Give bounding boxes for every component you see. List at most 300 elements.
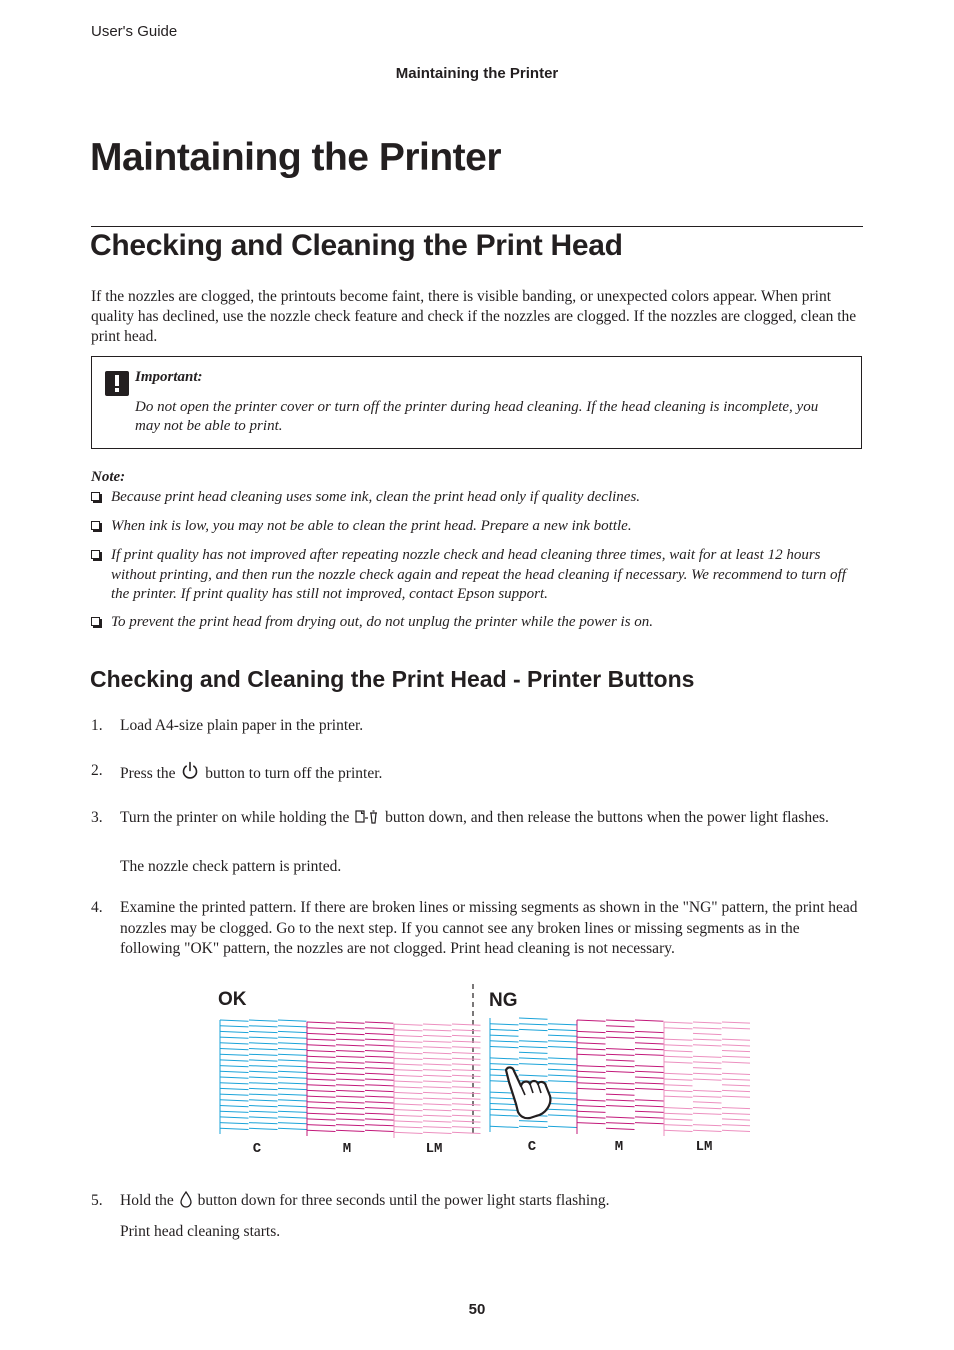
ng-nozzle-line — [722, 1028, 750, 1029]
ng-nozzle-line — [664, 1108, 693, 1109]
ok-nozzle-line — [249, 1043, 278, 1044]
ng-nozzle-line — [722, 1119, 750, 1120]
ok-nozzle-line — [220, 1128, 249, 1129]
ng-nozzle-line — [490, 1035, 519, 1036]
checkbox-bullet-icon — [91, 617, 100, 626]
ng-nozzle-line — [548, 1126, 577, 1127]
ok-nozzle-line — [394, 1104, 423, 1105]
ok-nozzle-line — [336, 1125, 365, 1126]
ok-nozzle-line — [365, 1033, 394, 1034]
ng-nozzle-line — [693, 1045, 722, 1046]
ng-nozzle-line — [722, 1130, 750, 1131]
ng-nozzle-line — [722, 1039, 750, 1040]
ng-nozzle-line — [722, 1045, 750, 1046]
ng-nozzle-line — [577, 1049, 606, 1050]
ok-nozzle-line — [423, 1081, 452, 1082]
ok-column-label-lm: LM — [425, 1141, 443, 1157]
ok-nozzle-line — [423, 1098, 452, 1099]
ok-nozzle-line — [278, 1083, 307, 1084]
ok-nozzle-line — [365, 1045, 394, 1046]
ng-nozzle-line — [606, 1071, 635, 1072]
ng-nozzle-line — [577, 1083, 606, 1084]
ng-nozzle-line — [664, 1051, 693, 1052]
ng-nozzle-line — [693, 1090, 722, 1091]
ng-nozzle-line — [693, 1102, 722, 1103]
ok-nozzle-line — [249, 1060, 278, 1061]
ng-nozzle-line — [693, 1022, 722, 1023]
ok-nozzle-line — [365, 1022, 394, 1023]
ng-nozzle-line — [548, 1024, 577, 1025]
ok-nozzle-line — [336, 1096, 365, 1097]
ok-nozzle-line — [220, 1043, 249, 1044]
ok-nozzle-line — [307, 1102, 336, 1103]
ng-nozzle-line — [577, 1043, 606, 1044]
ok-nozzle-line — [423, 1047, 452, 1048]
ng-nozzle-line — [693, 1073, 722, 1074]
step-3-result: The nozzle check pattern is printed. — [120, 858, 342, 875]
ok-nozzle-line — [336, 1033, 365, 1034]
section-divider — [91, 226, 863, 227]
ok-nozzle-line — [394, 1127, 423, 1128]
ok-nozzle-line — [452, 1110, 481, 1111]
ng-nozzle-line — [606, 1128, 635, 1129]
ink-drop-icon — [180, 1191, 192, 1208]
ok-nozzle-line — [394, 1121, 423, 1122]
ng-nozzle-line — [490, 1109, 519, 1110]
ok-nozzle-line — [307, 1022, 336, 1023]
ng-nozzle-line — [606, 1037, 635, 1038]
ok-nozzle-line — [423, 1053, 452, 1054]
ok-column-label-m: M — [342, 1141, 352, 1157]
ng-nozzle-line — [548, 1058, 577, 1059]
ok-nozzle-line — [365, 1096, 394, 1097]
ok-nozzle-line — [365, 1056, 394, 1057]
ng-nozzle-line — [606, 1088, 635, 1089]
ok-nozzle-line — [452, 1035, 481, 1036]
ok-nozzle-line — [278, 1123, 307, 1124]
ng-nozzle-line — [635, 1117, 664, 1118]
checkbox-bullet-icon — [91, 550, 100, 559]
ok-nozzle-line — [365, 1108, 394, 1109]
ng-nozzle-line — [722, 1113, 750, 1114]
ok-nozzle-line — [365, 1079, 394, 1080]
note-item: To prevent the print head from drying out, do not unplug the printer while the power is on. — [91, 613, 863, 633]
ng-nozzle-line — [606, 1049, 635, 1050]
ng-nozzle-line — [635, 1083, 664, 1084]
ok-nozzle-line — [423, 1070, 452, 1071]
ng-nozzle-line — [693, 1039, 722, 1040]
ok-nozzle-line — [365, 1090, 394, 1091]
ng-nozzle-line — [693, 1033, 722, 1034]
ok-nozzle-line — [423, 1115, 452, 1116]
ok-nozzle-line — [220, 1117, 249, 1118]
ok-nozzle-line — [307, 1119, 336, 1120]
ok-nozzle-line — [452, 1047, 481, 1048]
ok-pattern — [220, 1020, 481, 1138]
ng-nozzle-line — [606, 1083, 635, 1084]
ng-nozzle-line — [577, 1077, 606, 1078]
ok-nozzle-line — [365, 1119, 394, 1120]
checkbox-bullet-icon — [91, 521, 100, 530]
ok-nozzle-line — [278, 1111, 307, 1112]
ng-nozzle-line — [635, 1054, 664, 1055]
ng-nozzle-line — [548, 1047, 577, 1048]
ok-nozzle-line — [249, 1117, 278, 1118]
ok-nozzle-line — [307, 1068, 336, 1069]
ok-nozzle-line — [307, 1045, 336, 1046]
ok-nozzle-line — [452, 1024, 481, 1025]
ok-nozzle-line — [307, 1090, 336, 1091]
nozzle-check-figure — [210, 980, 750, 1160]
ok-nozzle-line — [307, 1096, 336, 1097]
ok-nozzle-line — [394, 1058, 423, 1059]
ng-nozzle-line — [490, 1104, 519, 1105]
ok-nozzle-line — [336, 1073, 365, 1074]
ng-nozzle-line — [548, 1041, 577, 1042]
ng-nozzle-line — [693, 1028, 722, 1029]
ok-nozzle-line — [220, 1094, 249, 1095]
ng-nozzle-line — [635, 1020, 664, 1021]
ok-nozzle-line — [423, 1075, 452, 1076]
ng-column-label-lm: LM — [695, 1139, 713, 1155]
ok-nozzle-line — [307, 1085, 336, 1086]
ok-nozzle-line — [307, 1130, 336, 1131]
ok-nozzle-line — [220, 1020, 249, 1021]
ok-nozzle-line — [394, 1132, 423, 1133]
ng-nozzle-line — [577, 1071, 606, 1072]
ok-nozzle-line — [249, 1123, 278, 1124]
ok-nozzle-line — [220, 1066, 249, 1067]
ng-nozzle-line — [635, 1071, 664, 1072]
ng-nozzle-line — [722, 1090, 750, 1091]
ng-nozzle-line — [693, 1125, 722, 1126]
important-text: Do not open the printer cover or turn off the printer during head cleaning. If the head cleaning is incomplete, you may not be able to print. — [135, 399, 819, 434]
ng-nozzle-line — [519, 1029, 548, 1030]
ng-nozzle-line — [548, 1075, 577, 1076]
ng-nozzle-line — [635, 1037, 664, 1038]
ng-nozzle-line — [548, 1064, 577, 1065]
step-5-result: Print head cleaning starts. — [120, 1223, 281, 1240]
ok-nozzle-line — [423, 1110, 452, 1111]
ng-column-label-m: M — [614, 1139, 624, 1155]
ng-nozzle-line — [664, 1079, 693, 1080]
ng-label: NG — [489, 990, 518, 1011]
ok-nozzle-line — [220, 1106, 249, 1107]
ok-nozzle-line — [307, 1039, 336, 1040]
ng-nozzle-line — [693, 1068, 722, 1069]
ng-nozzle-line — [722, 1096, 750, 1097]
ng-nozzle-line — [490, 1058, 519, 1059]
ng-nozzle-line — [519, 1018, 548, 1019]
chapter-title: Maintaining the Printer — [90, 136, 502, 179]
ok-nozzle-line — [336, 1045, 365, 1046]
ng-nozzle-line — [722, 1022, 750, 1023]
ok-nozzle-line — [336, 1113, 365, 1114]
guide-title: User's Guide — [91, 23, 178, 40]
ng-nozzle-line — [490, 1064, 519, 1065]
ng-nozzle-line — [722, 1056, 750, 1057]
ng-nozzle-line — [693, 1108, 722, 1109]
ok-nozzle-line — [394, 1047, 423, 1048]
ok-nozzle-line — [249, 1026, 278, 1027]
ng-nozzle-line — [606, 1100, 635, 1101]
ng-nozzle-line — [693, 1056, 722, 1057]
ng-nozzle-line — [635, 1049, 664, 1050]
ok-nozzle-line — [365, 1039, 394, 1040]
ok-nozzle-line — [307, 1062, 336, 1063]
ng-nozzle-line — [722, 1108, 750, 1109]
ok-nozzle-line — [423, 1087, 452, 1088]
ok-nozzle-line — [278, 1037, 307, 1038]
important-title: Important: — [135, 369, 203, 385]
ng-nozzle-line — [635, 1123, 664, 1124]
ok-nozzle-line — [394, 1064, 423, 1065]
ok-nozzle-line — [249, 1037, 278, 1038]
ng-nozzle-line — [577, 1123, 606, 1124]
ng-nozzle-line — [606, 1060, 635, 1061]
ng-nozzle-line — [664, 1119, 693, 1120]
ng-column-label-c: C — [527, 1139, 537, 1155]
ok-nozzle-line — [249, 1100, 278, 1101]
ng-nozzle-line — [490, 1047, 519, 1048]
ok-nozzle-line — [278, 1026, 307, 1027]
step-5: 5. Hold the button down for three seconds until the power light starts flashing. — [91, 1192, 610, 1209]
ok-nozzle-line — [278, 1117, 307, 1118]
checkbox-bullet-icon — [91, 492, 100, 501]
ok-nozzle-line — [278, 1128, 307, 1129]
ng-nozzle-line — [577, 1088, 606, 1089]
ok-nozzle-line — [394, 1053, 423, 1054]
ok-nozzle-line — [394, 1075, 423, 1076]
ok-nozzle-line — [220, 1083, 249, 1084]
ok-nozzle-line — [423, 1024, 452, 1025]
ng-nozzle-line — [490, 1024, 519, 1025]
ng-nozzle-line — [664, 1045, 693, 1046]
ok-nozzle-line — [278, 1088, 307, 1089]
ok-nozzle-line — [278, 1031, 307, 1032]
ng-nozzle-line — [548, 1109, 577, 1110]
note-title: Note: — [91, 469, 126, 485]
ok-nozzle-line — [278, 1106, 307, 1107]
ng-nozzle-line — [606, 1066, 635, 1067]
ng-nozzle-line — [548, 1035, 577, 1036]
ng-nozzle-line — [490, 1029, 519, 1030]
ng-nozzle-line — [635, 1031, 664, 1032]
ok-nozzle-line — [307, 1125, 336, 1126]
ok-label: OK — [218, 989, 247, 1010]
ng-nozzle-line — [664, 1090, 693, 1091]
ng-nozzle-line — [606, 1117, 635, 1118]
ok-nozzle-line — [220, 1088, 249, 1089]
running-header: Maintaining the Printer — [395, 65, 559, 82]
note-item: If print quality has not improved after repeating nozzle check and head cleaning three times, wait for at least 12 hours without printing, and then run the nozzle check again and repeat the head cleaning if necessary. We recommend to turn off the printer. If print quality has still not improved, contact Epson support. — [91, 546, 863, 605]
ng-nozzle-line — [519, 1075, 548, 1076]
ok-nozzle-line — [249, 1054, 278, 1055]
ok-nozzle-line — [452, 1092, 481, 1093]
ok-nozzle-line — [394, 1087, 423, 1088]
ng-nozzle-line — [577, 1066, 606, 1067]
ok-nozzle-line — [452, 1132, 481, 1133]
step-4: 4. Examine the printed pattern. If there are broken lines or missing segments as shown in the "NG" pattern, the print head nozzles may be clogged. Go to the next step. If you cannot see any broken lines or missing segments as in the following "OK" pattern, the nozzles are not clogged. Print head cleaning is not necessary. — [91, 899, 858, 957]
ng-nozzle-line — [548, 1104, 577, 1105]
ok-nozzle-line — [452, 1098, 481, 1099]
ng-nozzle-line — [577, 1106, 606, 1107]
ok-nozzle-line — [423, 1127, 452, 1128]
ok-nozzle-line — [336, 1090, 365, 1091]
ok-nozzle-line — [365, 1062, 394, 1063]
ok-nozzle-line — [394, 1098, 423, 1099]
ok-nozzle-line — [307, 1056, 336, 1057]
ng-nozzle-line — [635, 1043, 664, 1044]
ok-nozzle-line — [365, 1113, 394, 1114]
ok-nozzle-line — [307, 1033, 336, 1034]
section-title: Checking and Cleaning the Print Head — [90, 229, 623, 262]
ok-nozzle-line — [452, 1030, 481, 1031]
ng-nozzle-line — [693, 1062, 722, 1063]
ok-nozzle-line — [336, 1068, 365, 1069]
ng-nozzle-line — [519, 1024, 548, 1025]
ok-nozzle-line — [394, 1115, 423, 1116]
ng-nozzle-line — [635, 1088, 664, 1089]
ok-nozzle-line — [336, 1119, 365, 1120]
ok-nozzle-line — [394, 1030, 423, 1031]
important-box — [91, 356, 862, 449]
ng-nozzle-line — [519, 1121, 548, 1122]
ok-nozzle-line — [336, 1108, 365, 1109]
ok-nozzle-line — [365, 1102, 394, 1103]
ng-nozzle-line — [519, 1058, 548, 1059]
ng-nozzle-line — [490, 1126, 519, 1127]
ng-nozzle-line — [519, 1047, 548, 1048]
ok-nozzle-line — [336, 1085, 365, 1086]
ok-nozzle-line — [278, 1054, 307, 1055]
ok-nozzle-line — [394, 1110, 423, 1111]
ng-nozzle-line — [490, 1115, 519, 1116]
ng-nozzle-line — [606, 1123, 635, 1124]
ok-nozzle-line — [307, 1028, 336, 1029]
ng-nozzle-line — [577, 1037, 606, 1038]
ng-nozzle-line — [722, 1085, 750, 1086]
ok-nozzle-line — [452, 1121, 481, 1122]
ok-nozzle-line — [423, 1121, 452, 1122]
ok-nozzle-line — [220, 1060, 249, 1061]
ok-nozzle-line — [249, 1020, 278, 1021]
ok-nozzle-line — [307, 1073, 336, 1074]
note-item: Because print head cleaning uses some ink, clean the print head only if quality declines. — [91, 488, 863, 508]
ok-nozzle-line — [249, 1094, 278, 1095]
ng-nozzle-line — [548, 1092, 577, 1093]
ok-nozzle-line — [452, 1064, 481, 1065]
ng-nozzle-line — [664, 1130, 693, 1131]
copy-cancel-icon — [355, 809, 379, 825]
step-1: 1. Load A4-size plain paper in the printer. — [91, 717, 364, 734]
ok-nozzle-line — [423, 1030, 452, 1031]
ng-nozzle-line — [577, 1111, 606, 1112]
ng-nozzle-line — [664, 1028, 693, 1029]
ok-nozzle-line — [278, 1049, 307, 1050]
step-2: 2. Press the button to turn off the printer. — [91, 762, 383, 782]
ok-nozzle-line — [249, 1071, 278, 1072]
ng-nozzle-line — [664, 1022, 693, 1023]
ng-nozzle-line — [577, 1020, 606, 1021]
ok-nozzle-line — [249, 1077, 278, 1078]
ok-nozzle-line — [452, 1058, 481, 1059]
ng-nozzle-line — [548, 1098, 577, 1099]
ok-nozzle-line — [336, 1079, 365, 1080]
ng-nozzle-line — [722, 1073, 750, 1074]
intro-paragraph: If the nozzles are clogged, the printouts become faint, there is visible banding, or unexpected colors appear. When print quality has declined, use the nozzle check feature and check if the nozzles are clogged. If the nozzles are clogged, clean the print head. — [91, 288, 857, 345]
ng-nozzle-line — [722, 1125, 750, 1126]
ng-nozzle-line — [693, 1113, 722, 1114]
ok-nozzle-line — [249, 1031, 278, 1032]
ok-nozzle-line — [278, 1071, 307, 1072]
ok-nozzle-line — [394, 1041, 423, 1042]
ok-nozzle-line — [336, 1022, 365, 1023]
ok-nozzle-line — [336, 1028, 365, 1029]
ok-nozzle-line — [365, 1068, 394, 1069]
ng-nozzle-line — [722, 1051, 750, 1052]
ng-nozzle-line — [664, 1125, 693, 1126]
ok-nozzle-line — [394, 1092, 423, 1093]
ng-nozzle-line — [548, 1069, 577, 1070]
ng-nozzle-line — [577, 1054, 606, 1055]
ng-nozzle-line — [548, 1081, 577, 1082]
ok-nozzle-line — [307, 1113, 336, 1114]
ng-nozzle-line — [664, 1062, 693, 1063]
exclamation-icon — [105, 371, 129, 396]
ok-nozzle-line — [336, 1130, 365, 1131]
ng-nozzle-line — [664, 1113, 693, 1114]
ng-nozzle-line — [490, 1041, 519, 1042]
ng-nozzle-line — [548, 1029, 577, 1030]
ng-nozzle-line — [693, 1096, 722, 1097]
ok-nozzle-line — [220, 1123, 249, 1124]
ng-nozzle-line — [693, 1079, 722, 1080]
ok-nozzle-line — [278, 1020, 307, 1021]
ng-nozzle-line — [664, 1039, 693, 1040]
subsection-title: Checking and Cleaning the Print Head - Printer Buttons — [90, 666, 695, 692]
ng-nozzle-line — [664, 1073, 693, 1074]
power-icon — [181, 761, 199, 781]
ok-nozzle-line — [423, 1092, 452, 1093]
ng-nozzle-line — [635, 1111, 664, 1112]
ng-nozzle-line — [519, 1126, 548, 1127]
ok-nozzle-line — [452, 1041, 481, 1042]
ok-nozzle-line — [220, 1037, 249, 1038]
ok-nozzle-line — [452, 1127, 481, 1128]
ok-nozzle-line — [423, 1058, 452, 1059]
ng-nozzle-line — [693, 1130, 722, 1131]
ok-nozzle-line — [249, 1083, 278, 1084]
ng-nozzle-line — [606, 1054, 635, 1055]
ng-nozzle-line — [722, 1079, 750, 1080]
ok-nozzle-line — [394, 1070, 423, 1071]
ng-nozzle-line — [519, 1041, 548, 1042]
ok-nozzle-line — [452, 1104, 481, 1105]
ng-nozzle-line — [577, 1117, 606, 1118]
ok-nozzle-line — [278, 1100, 307, 1101]
ok-nozzle-line — [365, 1073, 394, 1074]
ng-nozzle-line — [722, 1062, 750, 1063]
ng-nozzle-line — [606, 1094, 635, 1095]
ng-nozzle-line — [635, 1066, 664, 1067]
ng-nozzle-line — [519, 1052, 548, 1053]
ng-nozzle-line — [635, 1106, 664, 1107]
ng-nozzle-line — [606, 1020, 635, 1021]
ok-nozzle-line — [452, 1081, 481, 1082]
ng-nozzle-line — [664, 1096, 693, 1097]
ng-nozzle-line — [635, 1077, 664, 1078]
